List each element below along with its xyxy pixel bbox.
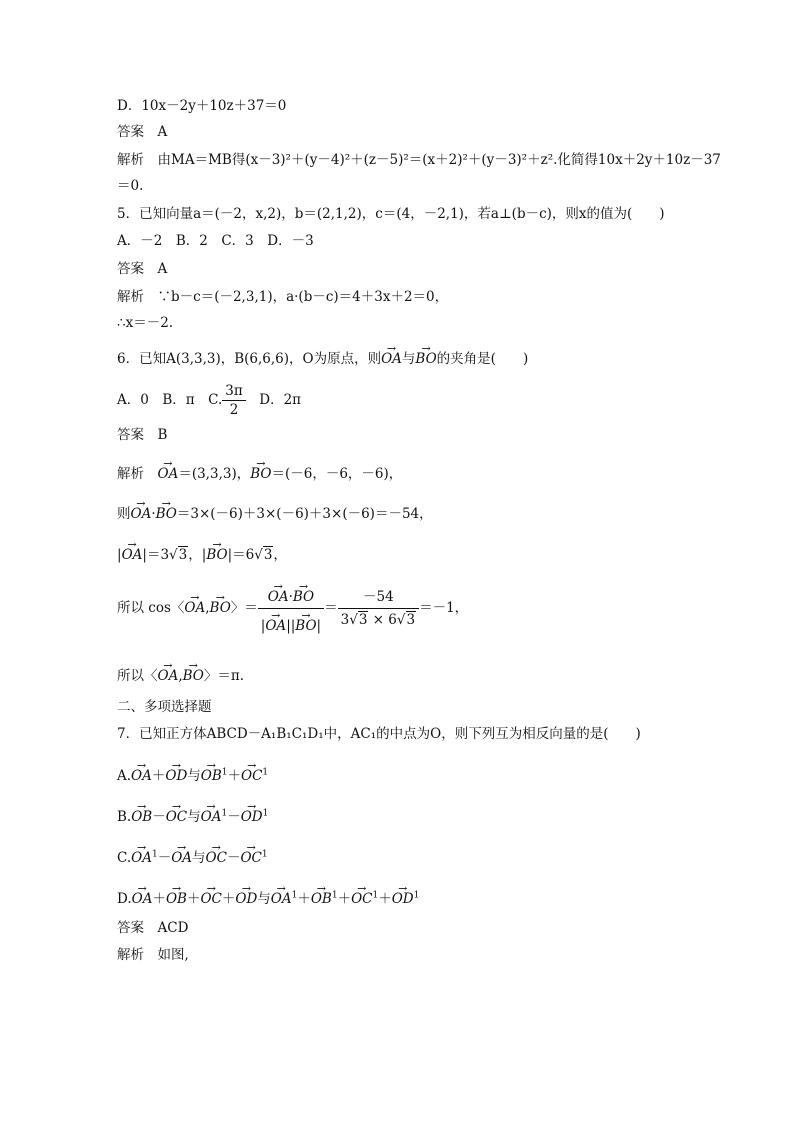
q4-analysis-cont: ＝0. (117, 178, 144, 194)
vector-bo: → BO (250, 458, 271, 484)
q7-answer-row (117, 918, 734, 938)
q6-stem: 6．已知A(3,3,3)，B(6,6,6)，O为原点，则→ OA与→ BO的夹角是( ) (117, 343, 734, 369)
vector-bo: → BO (206, 539, 227, 565)
analysis-text: 由MA＝MB得(x－3)²＋(y－4)²＋(z－5)²＝(x＋2)²＋(y－3)²＋z².化简得10x＋2y＋10z－37 (157, 152, 721, 168)
q7-stem: 7．已知正方体ABCD－A₁B₁C₁D₁中，AC₁的中点为O，则下列互为相反向量的是( ) (117, 726, 641, 742)
option-c-fraction: $\frac{3\pi}{2}$ (222, 382, 245, 419)
answer-value: ACD (157, 920, 189, 936)
answer-label: 答案 (117, 427, 144, 443)
q7-analysis-row (117, 945, 734, 965)
answer-value: A (157, 124, 168, 140)
cos-fraction-1: → $\frac{OA\cdot\to BO}{|\to OA||\to BO|}$ (258, 580, 324, 637)
analysis-label: 解析 (117, 947, 144, 963)
vector-oa: → OA (184, 591, 205, 619)
section-title: 二、多项选择题 (117, 699, 212, 715)
answer-label: 答案 (117, 124, 144, 140)
analysis-text: 如图, (157, 947, 189, 963)
q6-analysis-3: |→ OA|＝3√3，|→ BO|＝6√3， (117, 539, 734, 565)
q4-answer-row (117, 122, 734, 142)
q6-analysis-4: 所以 cos〈→ OA,→ BO〉＝ → $\frac{OA\cdot\to BO}{|\to OA||\to BO|}$ ＝ $\frac{-54}{3√3 \times 6√3}$ ＝－1， (117, 580, 734, 637)
q7-option-a: A.→ OA＋→ OD与→ $OB^1+\to OC^1$ (117, 760, 734, 786)
q4-analysis-row (117, 150, 734, 170)
vector-oa: → OA (381, 343, 402, 369)
q5-analysis-row (117, 287, 734, 307)
q5-options: A．－2 B．2 C．3 D．－3 (117, 233, 314, 249)
answer-label: 答案 (117, 261, 144, 277)
analysis-label: 解析 (117, 289, 144, 305)
q7-option-d: D.→ OA＋→ OB＋→ OC＋→ OD与→ $OA^1+\to OB^1+\to OC^1+\to OD^1$ (117, 883, 734, 909)
answer-label: 答案 (117, 920, 144, 936)
vector-oa: → OA (122, 539, 143, 565)
q7-option-b: B.→ OB－→ OC与→ $OA^1-\to OD^1$ (117, 801, 734, 827)
analysis-label: 解析 (117, 466, 144, 482)
q5-analysis-cont: ∴x＝－2. (117, 315, 174, 331)
vector-bo: → BO (415, 343, 436, 369)
q5-answer-row (117, 259, 734, 279)
answer-value: A (157, 261, 168, 277)
q6-analysis-5: 所以〈→ OA,→ BO〉＝π. (117, 660, 734, 686)
q6-options: A．0 B．π C. $\frac{3\pi}{2}$ D．2π (117, 383, 302, 418)
vector-bo: → BO (183, 660, 204, 686)
vector-oa: → OA (131, 498, 152, 524)
vector-oa: → OA (158, 458, 179, 484)
cos-fraction-2: $\frac{-54}{3√3 \times 6√3}$ (338, 586, 419, 631)
q5-stem: 5．已知向量a＝(－2，x,2)，b＝(2,1,2)，c＝(4，－2,1)，若a⊥(b－c)，则x的值为( ) (117, 206, 665, 222)
q6-analysis-2: 则→ OA·→ BO＝3×(－6)＋3×(－6)＋3×(－6)＝－54， (117, 498, 734, 524)
vector-oa: → OA (158, 660, 179, 686)
q6-analysis-1: 解析 → OA＝(3,3,3)，→ BO＝(－6，－6，－6)， (117, 458, 734, 484)
q4-option-d: D．10x－2y＋10z＋37＝0 (117, 98, 287, 114)
answer-value: B (157, 427, 168, 443)
analysis-label: 解析 (117, 152, 144, 168)
analysis-text: ∵b－c＝(－2,3,1)，a·(b－c)＝4＋3x＋2＝0， (157, 289, 449, 305)
vector-bo: → BO (156, 498, 177, 524)
q7-option-c: $C.\to OA^1-\to$ OA与→ $OC-\to OC^1$ (117, 842, 734, 868)
q6-answer-row (117, 425, 734, 445)
vector-bo: → BO (210, 591, 231, 619)
